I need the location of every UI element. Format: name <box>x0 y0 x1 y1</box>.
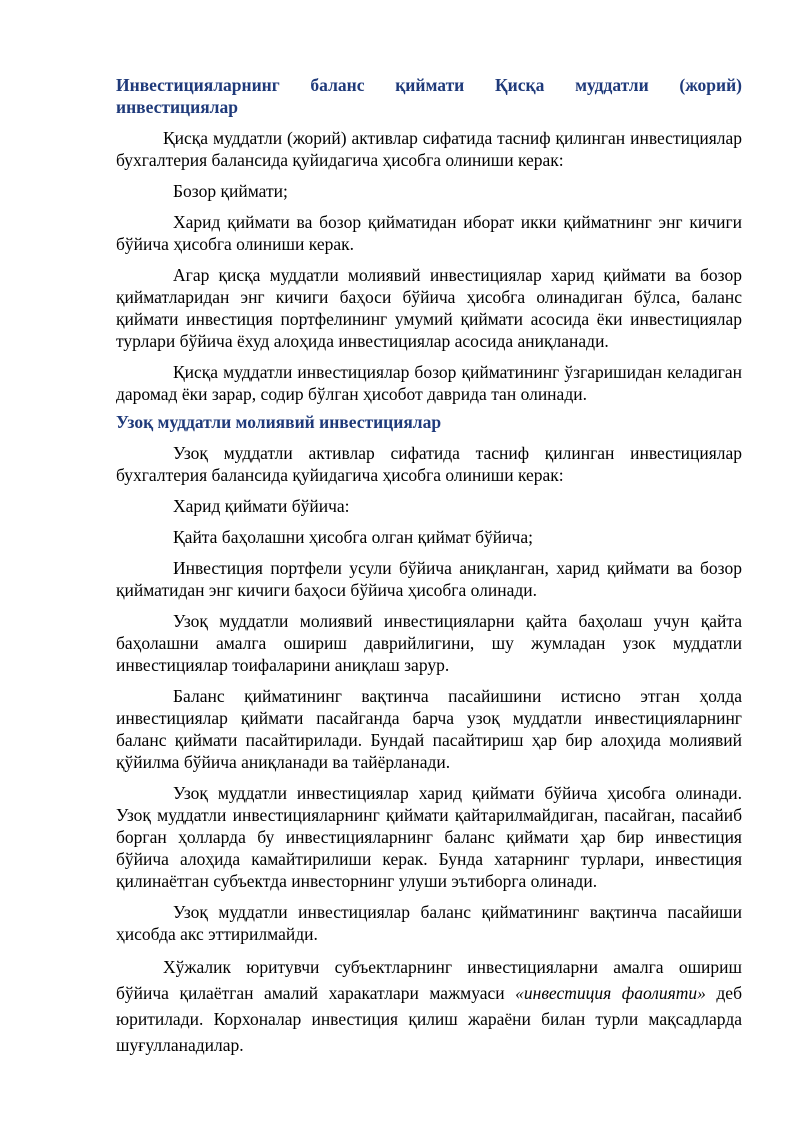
paragraph: Узоқ муддатли инвестициялар харид қиймати бўйича ҳисобга олинади. Узоқ муддатли инвестицияларнинг қиймати қайтарилмайдиган, пасайган, пасайиб борган ҳолларда бу инвестицияларнинг баланс қиймати ҳар бир инвестиция бўйича алоҳида камайтирилиши керак. Бунда хатарнинг турлари, инвестиция қилинаётган субъектда инвесторнинг улуши эътиборга олинади. <box>116 783 742 891</box>
paragraph: Харид қиймати ва бозор қийматидан иборат икки қийматнинг энг кичиги бўйича ҳисобга олиниши керак. <box>116 212 742 254</box>
paragraph: Узоқ муддатли инвестициялар баланс қийматининг вақтинча пасайиши ҳисобда акс эттирилмайди. <box>116 902 742 944</box>
paragraph: Баланс қийматининг вақтинча пасайишини истисно этган ҳолда инвестициялар қиймати пасайганда барча узоқ муддатли инвестицияларнинг баланс қиймати пасайтирилади. Бундай пасайтириш ҳар бир алоҳида молиявий қўйилма бўйича аниқланади ва тайёрланади. <box>116 686 742 772</box>
paragraph: Қисқа муддатли инвестициялар бозор қийматининг ўзгаришидан келадиган даромад ёки зарар, содир бўлган ҳисобот даврида тан олинади. <box>116 362 742 404</box>
text-segment: Хўжалик юритувчи субъектларнинг инвестицияларни амалга ошириш бўйича қилаётган амалий харакатлари мажмуаси <box>116 957 742 1003</box>
paragraph: Қайта баҳолашни ҳисобга олган қиймат бўйича; <box>173 527 533 547</box>
section-heading-long-term: Узоқ муддатли молиявий инвестициялар <box>116 412 442 432</box>
section-heading-short-term <box>116 74 742 118</box>
paragraph: Инвестиция портфели усули бўйича аниқланган, харид қиймати ва бозор қийматидан энг кичиги баҳоси бўйича ҳисобга олинади. <box>116 558 742 600</box>
emphasis-term: «инвестиция фаолияти» <box>515 983 706 1003</box>
paragraph: Узоқ муддатли молиявий инвестицияларни қайта баҳолаш учун қайта баҳолашни амалга ошириш даврийлигини, шу жумладан узок муддатли инвестициялар тоифаларини аниқлаш зарур. <box>116 611 742 675</box>
paragraph: Харид қиймати бўйича: <box>173 496 350 516</box>
paragraph: Узоқ муддатли активлар сифатида тасниф қилинган инвестициялар бухгалтерия балансида қуйидагича ҳисобга олиниши керак: <box>116 443 742 485</box>
heading-line-1: Инвестицияларнинг баланс қиймати Қисқа муддатли (жорий) <box>116 75 742 95</box>
text-segment: деб юритилади. Корхоналар инвестиция қилиш жараёни билан турли мақсадларда шуғулланадилар. <box>116 983 742 1055</box>
heading-line-2: инвестициялар <box>116 97 238 117</box>
paragraph-investment-activity <box>116 954 742 1058</box>
document-page <box>116 74 742 1058</box>
paragraph: Агар қисқа муддатли молиявий инвестициялар харид қиймати ва бозор қийматларидан энг кичиги баҳоси бўйича ҳисобга олинадиган бўлса, баланс қиймати инвестиция портфелининг умумий қиймати асосида ёки инвестициялар турлари бўйича ёхуд алоҳида инвестициялар асосида аниқланади. <box>116 265 742 351</box>
paragraph: Бозор қиймати; <box>173 181 288 201</box>
paragraph: Қисқа муддатли (жорий) активлар сифатида тасниф қилинган инвестициялар бухгалтерия балансида қуйидагича ҳисобга олиниши керак: <box>116 128 742 170</box>
